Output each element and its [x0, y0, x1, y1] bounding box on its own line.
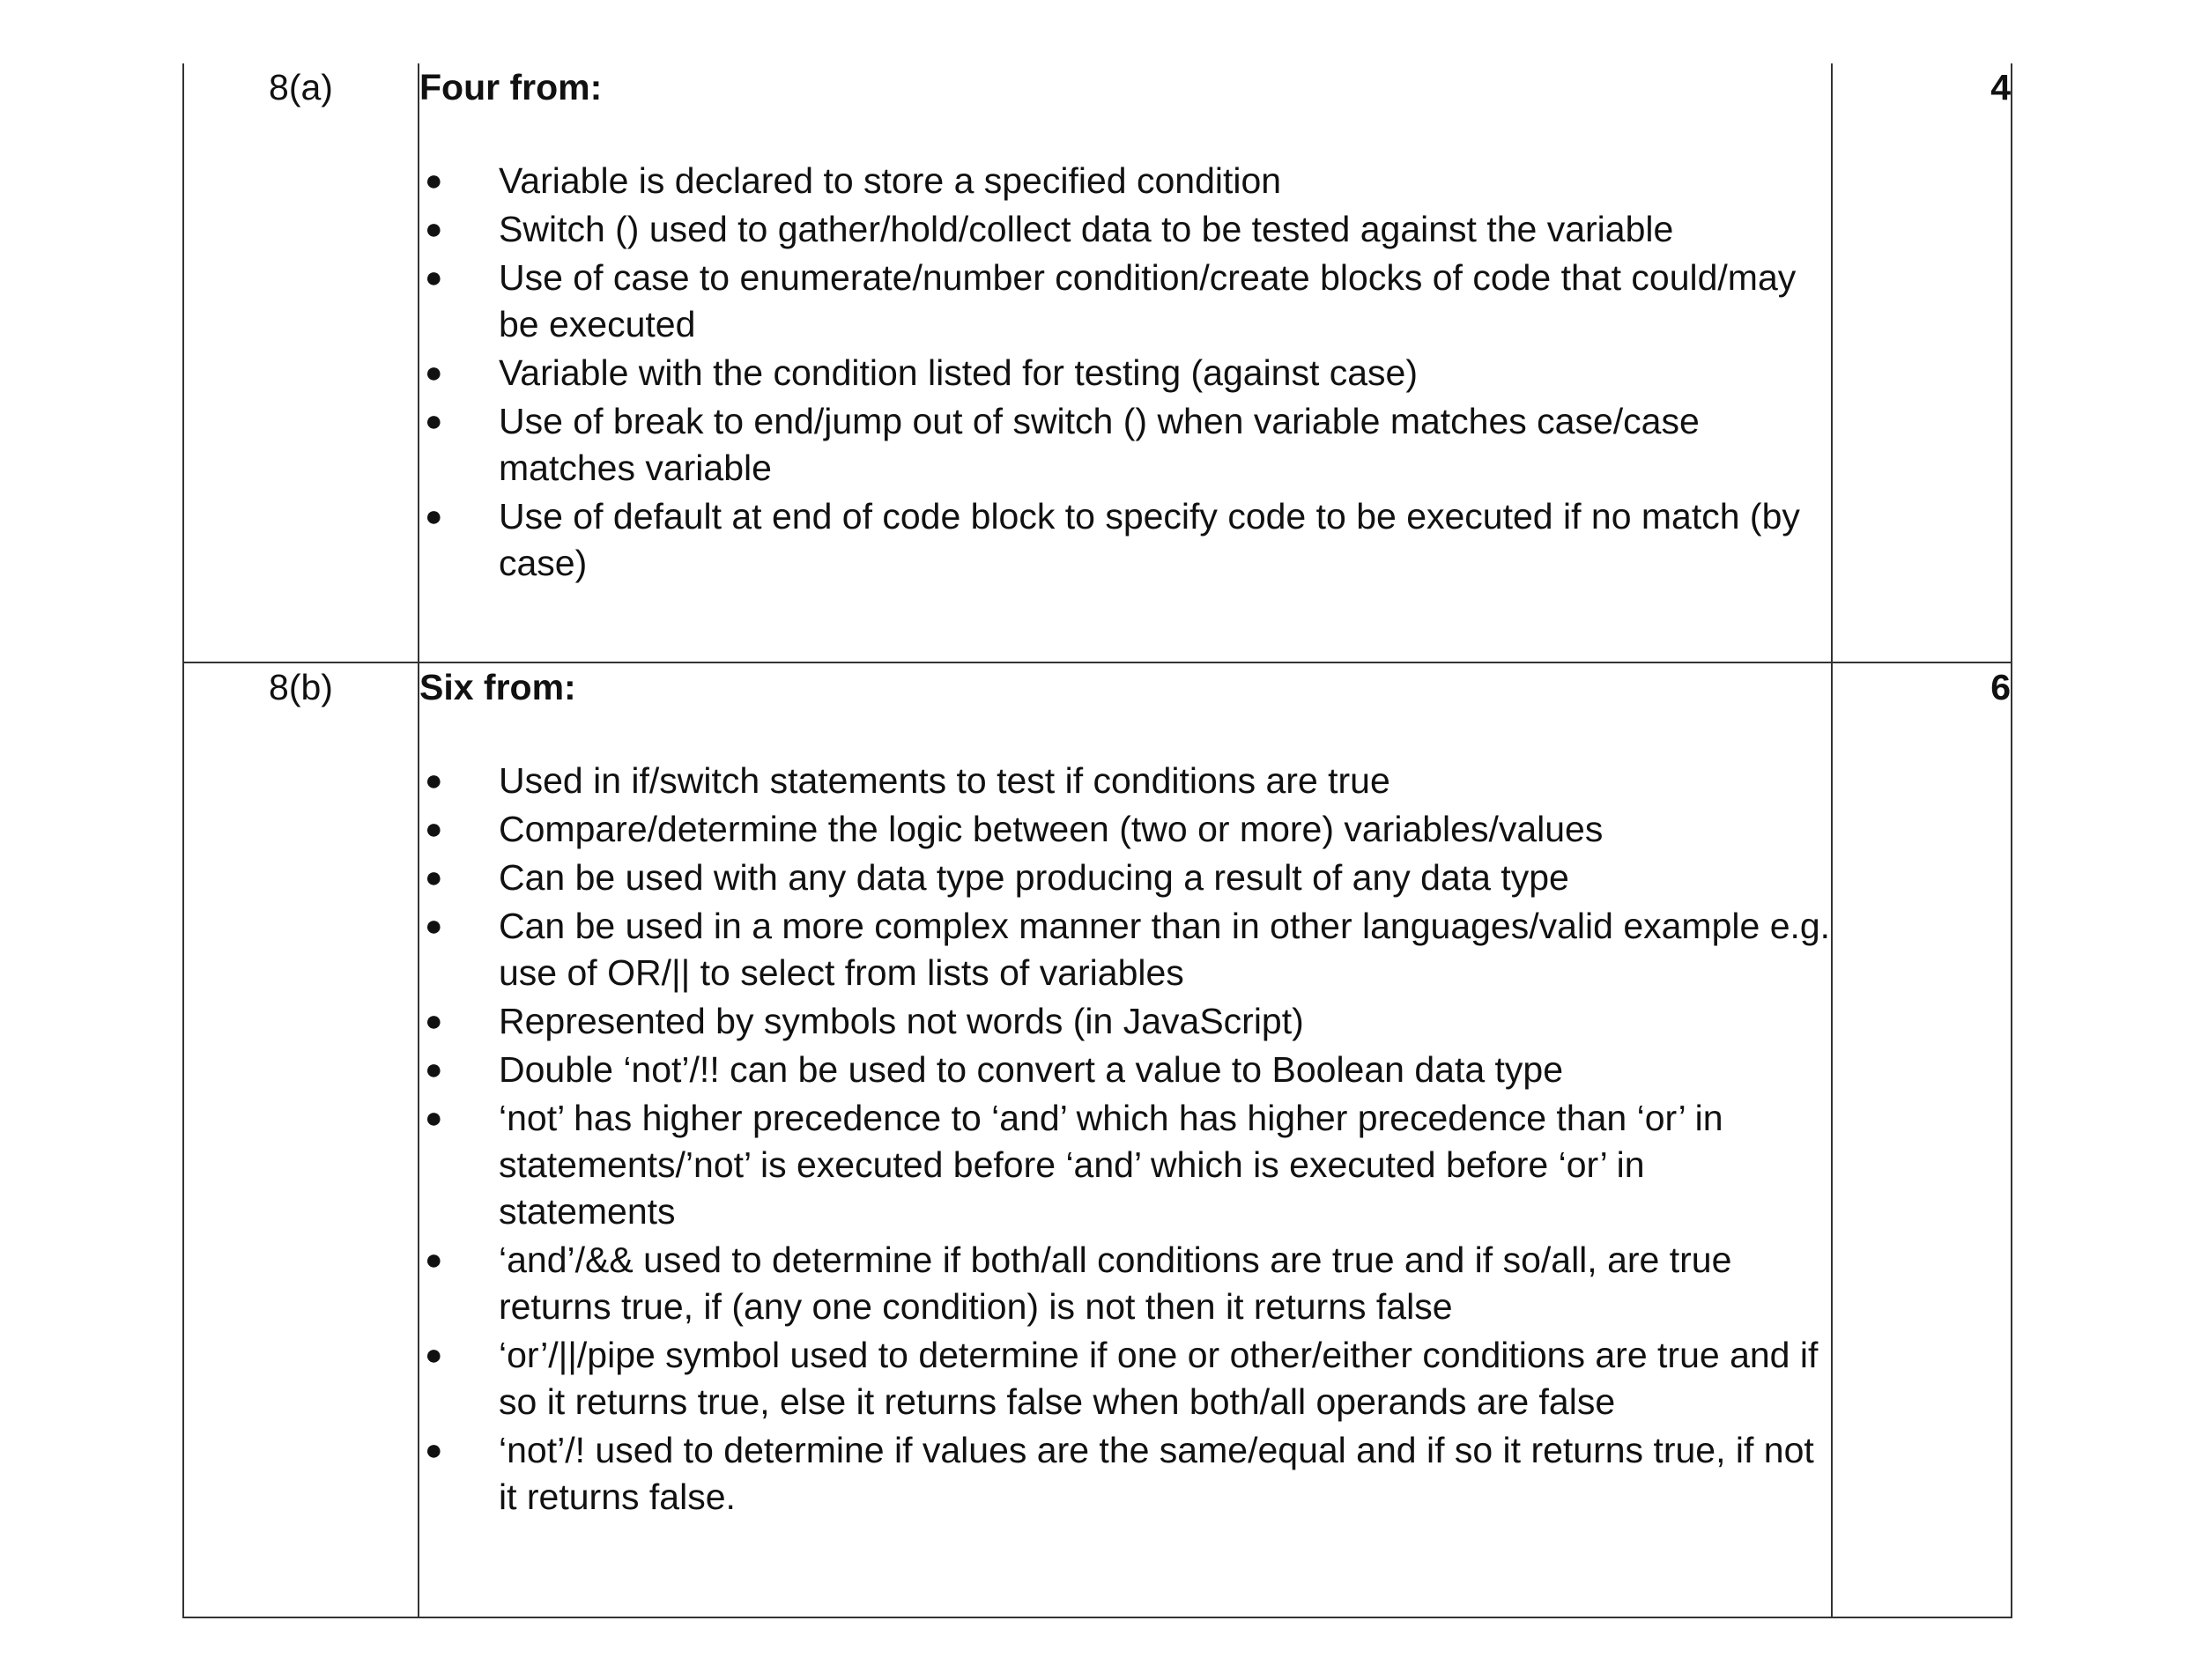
table-row — [183, 662, 2012, 1617]
bullet-icon: ● — [425, 261, 443, 294]
answer-cell — [419, 662, 1832, 1617]
bullet-icon: ● — [425, 1338, 443, 1372]
point-text: Use of case to enumerate/number condition/create blocks of code that could/may be executed — [499, 257, 1797, 344]
bullet-icon: ● — [425, 1433, 443, 1467]
bullet-icon: ● — [425, 1053, 443, 1086]
list-item — [419, 1047, 1831, 1093]
point-text: Can be used with any data type producing a result of any data type — [499, 857, 1569, 898]
list-item — [419, 206, 1831, 253]
point-text: Use of break to end/jump out of switch () when variable matches case/case matches variable — [499, 401, 1700, 488]
point-text: ‘not’ has higher precedence to ‘and’ which has higher precedence than ‘or’ in statements/’not’ is executed before ‘and’ which is executed before ‘or’ in statements — [499, 1098, 1723, 1232]
bullet-icon: ● — [425, 1243, 443, 1277]
list-item — [419, 398, 1831, 492]
point-text: ‘and’/&& used to determine if both/all conditions are true and if so/all, are true returns true, if (any one condition) is not then it returns false — [499, 1240, 1732, 1327]
answer-heading: Six from: — [419, 667, 576, 707]
list-item — [419, 806, 1831, 853]
point-text: Used in if/switch statements to test if conditions are true — [499, 760, 1390, 801]
list-item — [419, 1237, 1831, 1330]
bullet-icon: ● — [425, 212, 443, 246]
list-item — [419, 1095, 1831, 1235]
marks-value: 4 — [1832, 63, 2012, 662]
bullet-icon: ● — [425, 861, 443, 894]
answer-points — [419, 758, 1831, 1521]
list-item — [419, 855, 1831, 901]
mark-scheme-table — [182, 63, 2012, 1618]
table-row — [183, 63, 2012, 662]
list-item — [419, 903, 1831, 996]
answer-points — [419, 158, 1831, 587]
list-item — [419, 255, 1831, 348]
question-number: 8(a) — [183, 63, 419, 662]
bullet-icon: ● — [425, 812, 443, 846]
list-item — [419, 493, 1831, 587]
point-text: Switch () used to gather/hold/collect data to be tested against the variable — [499, 209, 1674, 249]
bullet-icon: ● — [425, 1004, 443, 1038]
list-item — [419, 998, 1831, 1045]
bullet-icon: ● — [425, 164, 443, 197]
point-text: Use of default at end of code block to specify code to be executed if no match (by case) — [499, 496, 1800, 583]
list-item — [419, 758, 1831, 804]
point-text: Represented by symbols not words (in JavaScript) — [499, 1001, 1304, 1041]
bullet-icon: ● — [425, 1101, 443, 1135]
bullet-icon: ● — [425, 356, 443, 389]
point-text: ‘or’/||/pipe symbol used to determine if one or other/either conditions are true and if so it returns true, else it returns false when both/all operands are false — [499, 1335, 1819, 1422]
point-text: Double ‘not’/!! can be used to convert a value to Boolean data type — [499, 1049, 1564, 1090]
list-item — [419, 350, 1831, 396]
question-number: 8(b) — [183, 662, 419, 1617]
point-text: ‘not’/! used to determine if values are the same/equal and if so it returns true, if not it returns false. — [499, 1430, 1814, 1517]
point-text: Compare/determine the logic between (two or more) variables/values — [499, 809, 1604, 849]
list-item — [419, 1427, 1831, 1521]
marks-value: 6 — [1832, 662, 2012, 1617]
bullet-icon: ● — [425, 404, 443, 438]
point-text: Variable is declared to store a specified condition — [499, 160, 1282, 201]
bullet-icon: ● — [425, 909, 443, 943]
list-item — [419, 158, 1831, 204]
answer-cell — [419, 63, 1832, 662]
point-text: Can be used in a more complex manner than in other languages/valid example e.g. use of OR/|| to select from lists of variables — [499, 906, 1831, 993]
bullet-icon: ● — [425, 500, 443, 533]
point-text: Variable with the condition listed for testing (against case) — [499, 352, 1419, 393]
list-item — [419, 1332, 1831, 1425]
bullet-icon: ● — [425, 764, 443, 797]
answer-heading: Four from: — [419, 67, 603, 107]
